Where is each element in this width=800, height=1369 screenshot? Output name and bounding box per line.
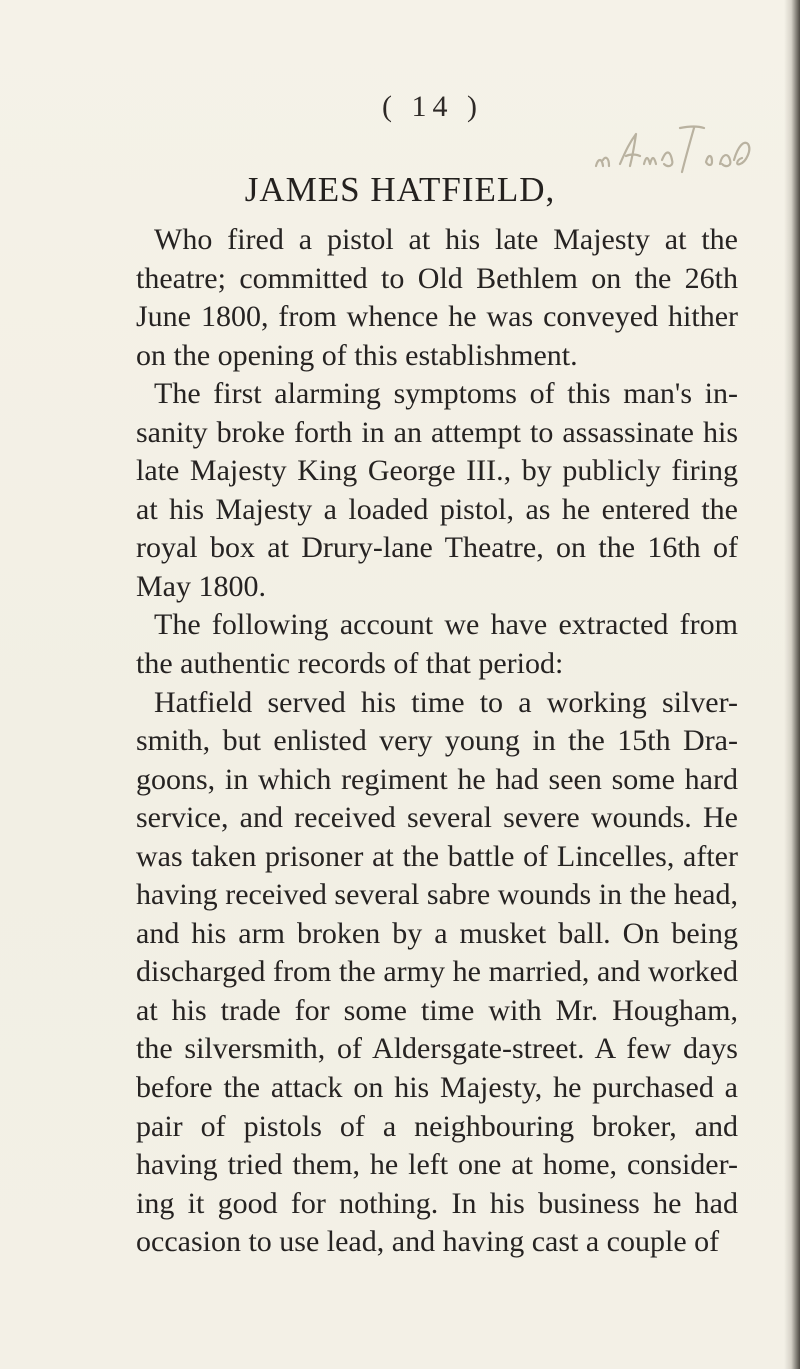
text-line: ing it good for nothing. In his business he had	[136, 1186, 738, 1220]
text-line: sanity broke forth in an attempt to assassinate his	[136, 415, 738, 449]
text-line: late Majesty King George III., by publicly firing	[136, 454, 738, 488]
text-line: was taken prisoner at the battle of Lincelles, after	[136, 839, 738, 873]
text-line: at his Majesty a loaded pistol, as he entered the	[136, 492, 738, 526]
text-line: and his arm broken by a musket ball. On being	[136, 916, 738, 950]
text-line: service, and received several severe wounds. He	[136, 801, 738, 835]
text-line: Hatfield served his time to a working silver-	[154, 685, 738, 719]
chapter-title: JAMES HATFIELD,	[244, 170, 556, 209]
text-line: theatre; committed to Old Bethlem on the 26th	[136, 261, 738, 295]
text-line: royal box at Drury-lane Theatre, on the 16th of	[136, 531, 738, 565]
text-line: The following account we have extracted from	[154, 608, 738, 642]
text-line: discharged from the army he married, and worked	[136, 955, 738, 989]
text-line: Who fired a pistol at his late Majesty at the	[154, 223, 738, 256]
text-line: having tried them, he left one at home, consider-	[136, 1148, 738, 1182]
text-line: the authentic records of that period:	[136, 647, 564, 681]
text-line: smith, but enlisted very young in the 15th Dra-	[136, 724, 738, 758]
text-line: before the attack on his Majesty, he purchased a	[136, 1071, 738, 1105]
text-line: May 1800.	[136, 569, 266, 603]
text-line: on the opening of this establishment.	[136, 338, 578, 372]
text-line: goons, in which regiment he had seen some hard	[136, 762, 738, 796]
text-line: June 1800, from whence he was conveyed hither	[136, 300, 738, 334]
text-line: having received several sabre wounds in the head,	[136, 878, 738, 912]
body-text	[136, 221, 738, 1262]
text-line: occasion to use lead, and having cast a couple of	[136, 1225, 720, 1259]
text-line: The first alarming symptoms of this man's in-	[154, 377, 738, 411]
handwritten-annotation	[590, 120, 760, 176]
text-line: pair of pistols of a neighbouring broker, and	[136, 1109, 738, 1143]
text-line: the silversmith, of Aldersgate-street. A few days	[136, 1032, 738, 1066]
page-number: ( 14 )	[382, 90, 483, 123]
text-line: at his trade for some time with Mr. Hougham,	[136, 993, 738, 1027]
